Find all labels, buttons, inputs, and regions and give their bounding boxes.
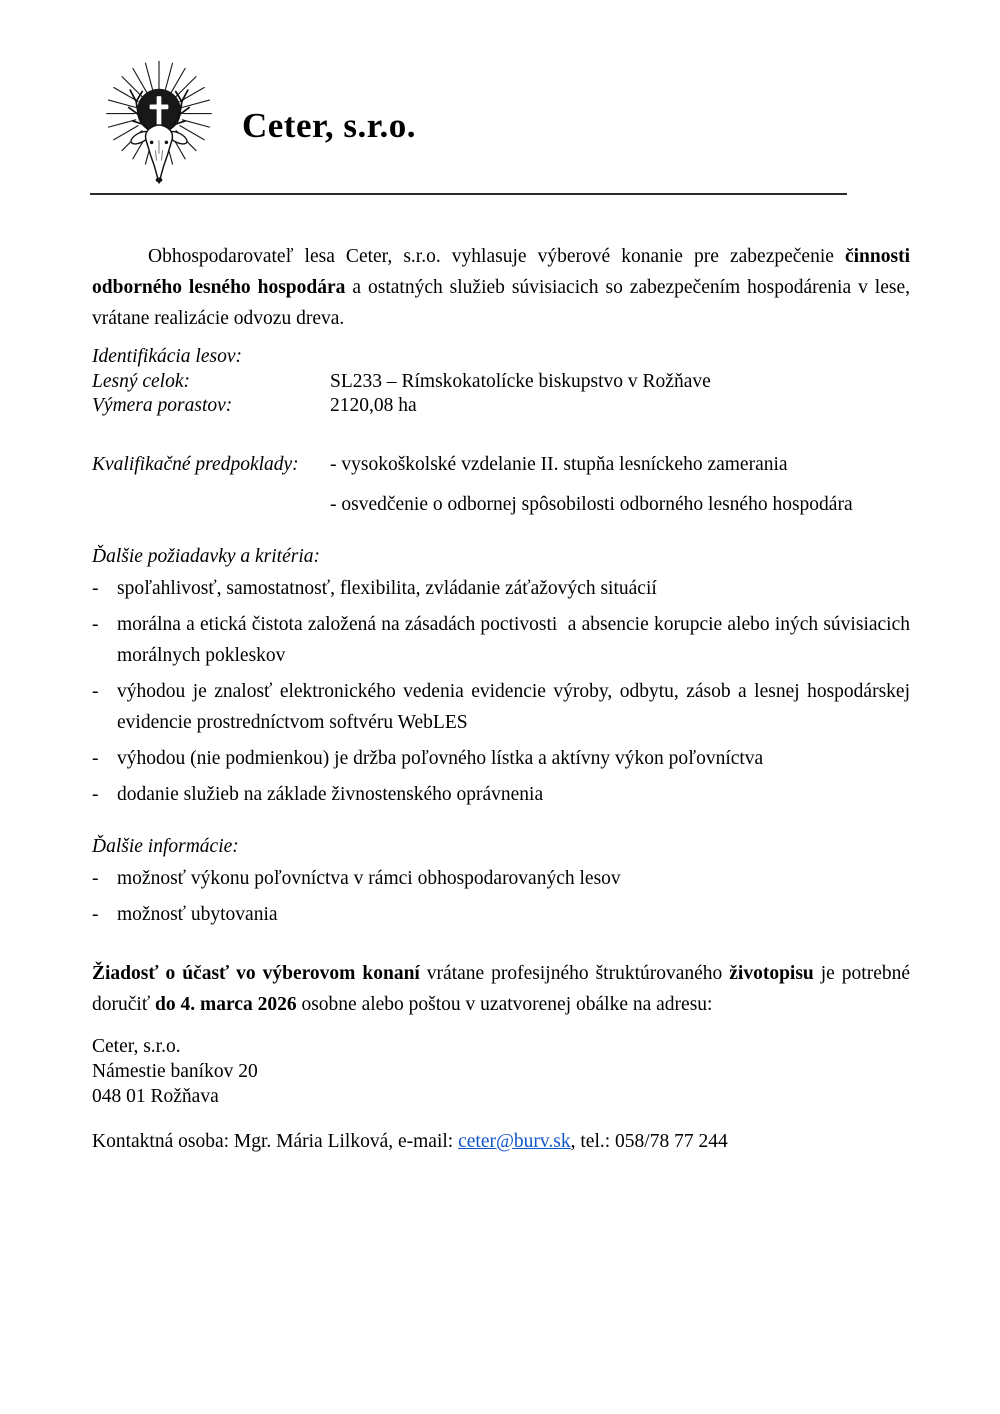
list-item-text: výhodou je znalosť elektronického vedenia evidencie výroby, odbytu, zásob a lesnej hospodárskej evidencie prostredníctvom softvéru WebLES (117, 680, 915, 733)
qualifications-items (330, 453, 910, 518)
contact-text-2: , tel.: 058/78 77 244 (570, 1130, 728, 1152)
contact-line (92, 1129, 910, 1154)
qualifications-section (92, 453, 910, 518)
intro-bold: činnosti odborného lesného hospodára (92, 246, 910, 298)
list-item-text: morálna a etická čistota založená na zásadách poctivosti a absencie korupcie alebo iných súvisiacich morálnych pokleskov (117, 613, 915, 666)
address-line-company: Ceter, s.r.o. (92, 1035, 181, 1057)
dash-bullet: - (92, 867, 99, 889)
list-item-text: možnosť výkonu poľovníctva v rámci obhospodarovaných lesov (117, 867, 621, 889)
dash-bullet: - (92, 903, 99, 925)
application-bold-2: životopisu (729, 962, 814, 984)
application-bold-3: do 4. marca 2026 (155, 993, 297, 1015)
intro-text-2: a ostatných služieb súvisiacich so zabezpečením hospodárenia v lese, vrátane realizácie odvozu dreva. (92, 277, 910, 329)
list-item (92, 676, 915, 738)
list-item (92, 573, 910, 604)
address-line-street: Námestie baníkov 20 (92, 1060, 258, 1082)
list-item (92, 779, 910, 810)
list-item (92, 609, 915, 671)
intro-text-1: Obhospodarovateľ lesa Ceter, s.r.o. vyhlasuje výberové konanie pre zabezpečenie (148, 246, 845, 267)
application-text-3: osobne alebo poštou v uzatvorenej obálke na adresu: (296, 993, 713, 1015)
deer-cross-logo-icon (92, 60, 226, 194)
application-bold-1: Žiadosť o účasť vo výberovom konaní (92, 962, 420, 984)
ident-label: Výmera porastov: (92, 395, 233, 416)
dash-bullet: - (92, 783, 99, 805)
qualifications-label: Kvalifikačné predpoklady: (92, 453, 299, 475)
address-line-city: 048 01 Rožňava (92, 1085, 219, 1107)
list-item (92, 743, 910, 774)
qualification-item: - vysokoškolské vzdelanie II. stupňa lesníckeho zamerania (330, 453, 788, 475)
list-item-text: dodanie služieb na základe živnostenského oprávnenia (117, 783, 544, 805)
info-heading: Ďalšie informácie: (92, 835, 239, 857)
list-item-text: výhodou (nie podmienkou) je držba poľovného lístka a aktívny výkon poľovníctva (117, 747, 764, 769)
ident-value: SL233 – Rímskokatolícke biskupstvo v Rožňave (330, 370, 711, 392)
ident-row-lesny-celok (92, 370, 910, 395)
ident-value: 2120,08 ha (330, 395, 417, 416)
dash-bullet: - (92, 577, 99, 599)
identification-section (92, 345, 910, 419)
intro-paragraph (92, 241, 910, 334)
contact-text-1: Kontaktná osoba: Mgr. Mária Lilková, e-mail: (92, 1130, 459, 1152)
application-paragraph (92, 958, 910, 1020)
application-text-1: vrátane profesijného štruktúrovaného (419, 962, 730, 984)
ident-row-vymera (92, 394, 910, 419)
info-list (92, 863, 910, 930)
list-item-text: možnosť ubytovania (117, 903, 278, 925)
dash-bullet: - (92, 747, 99, 769)
list-item-text: spoľahlivosť, samostatnosť, flexibilita, zvládanie záťažových situácií (117, 577, 657, 599)
header (92, 60, 910, 194)
ident-label: Lesný celok: (92, 370, 190, 392)
list-item (92, 899, 910, 930)
identification-heading: Identifikácia lesov: (92, 346, 242, 367)
requirements-heading: Ďalšie požiadavky a kritéria: (92, 545, 320, 567)
requirements-list (92, 573, 915, 810)
company-name: Ceter, s.r.o. (242, 106, 417, 145)
qualification-item: - osvedčenie o odbornej spôsobilosti odborného lesného hospodára (330, 494, 853, 515)
address-block (92, 1034, 910, 1109)
application-text-2: je potrebné doručiť (92, 962, 911, 1015)
email-link[interactable]: ceter@burv.sk (458, 1130, 571, 1152)
list-item (92, 863, 910, 894)
dash-bullet: - (92, 680, 99, 702)
dash-bullet: - (92, 613, 99, 635)
